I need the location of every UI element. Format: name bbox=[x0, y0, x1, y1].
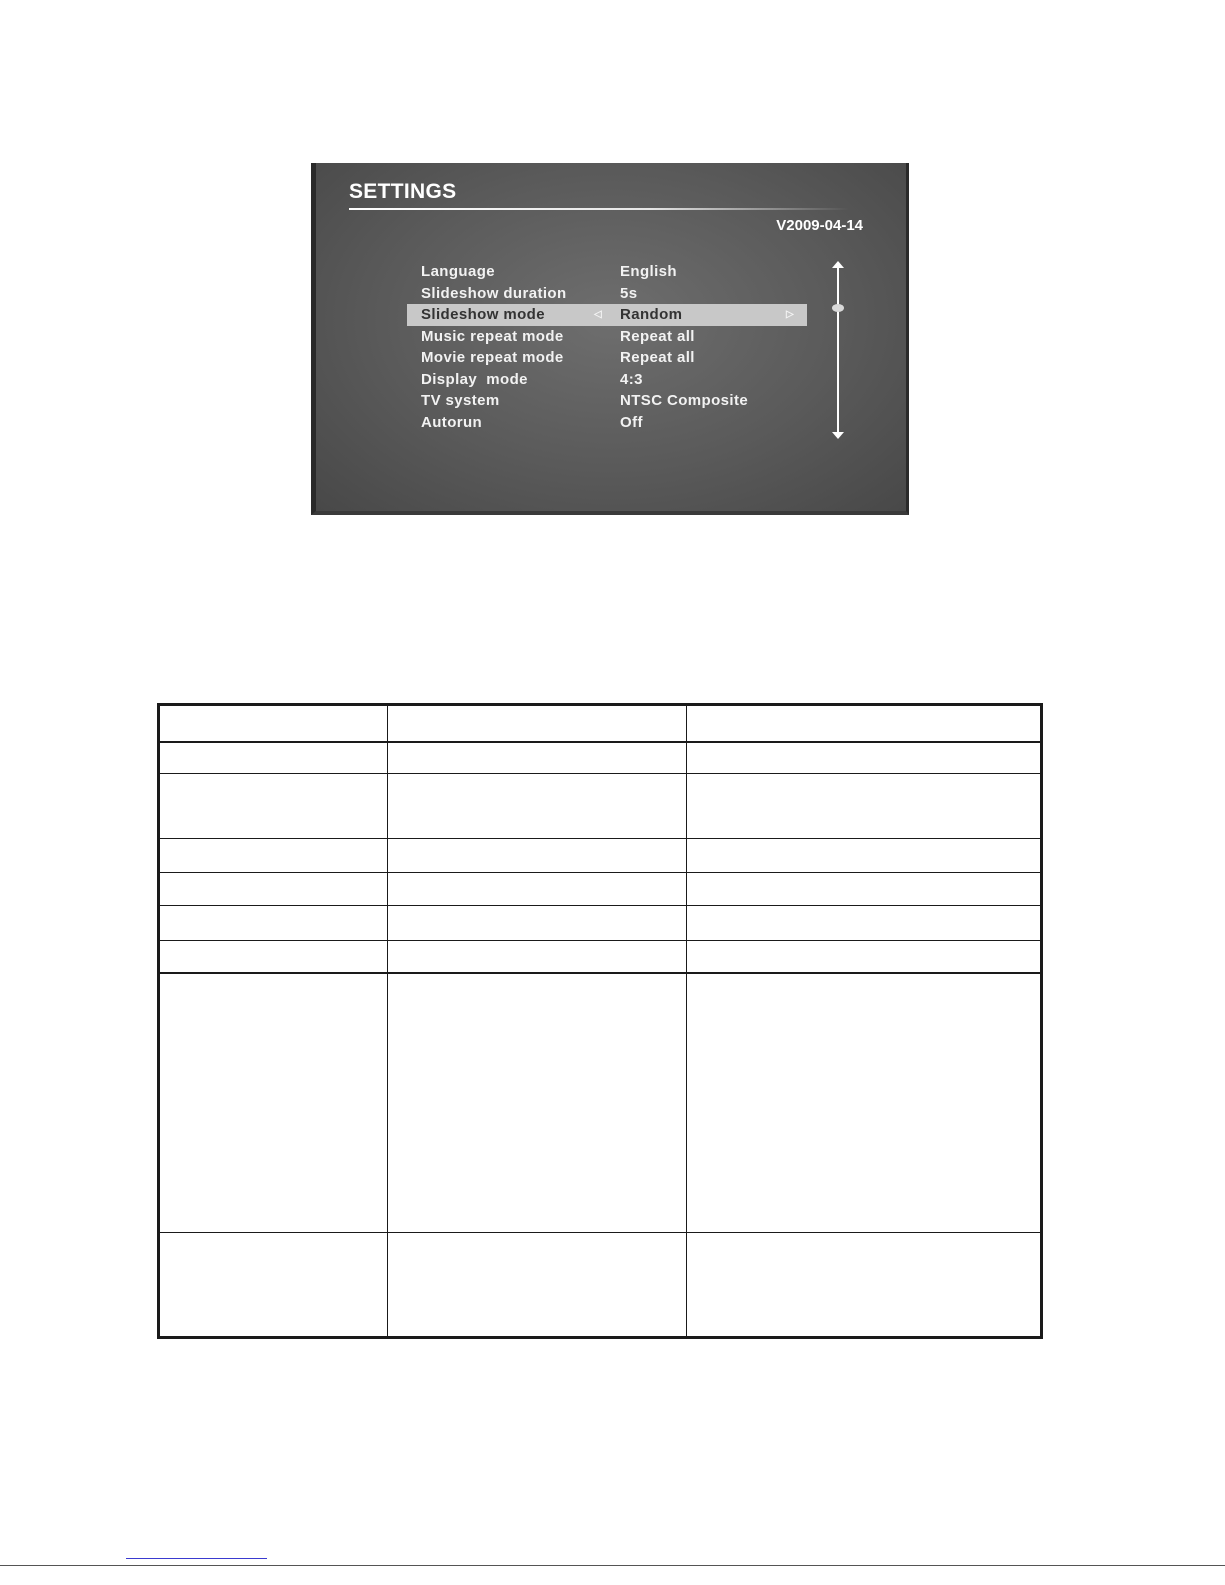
table-cell bbox=[687, 705, 1042, 742]
table-cell bbox=[159, 774, 388, 839]
table-cell bbox=[687, 839, 1042, 873]
right-arrow-icon[interactable]: ▷ bbox=[786, 309, 795, 320]
setting-value: Off bbox=[620, 413, 643, 431]
table-row bbox=[159, 906, 1042, 941]
table-cell bbox=[388, 941, 687, 973]
setting-label: TV system bbox=[421, 392, 500, 409]
table-cell bbox=[687, 774, 1042, 839]
footnote-link-underline[interactable] bbox=[126, 1558, 267, 1559]
table-cell bbox=[159, 742, 388, 774]
table-cell bbox=[687, 973, 1042, 1233]
scroll-thumb[interactable] bbox=[832, 304, 844, 312]
setting-row-tv-system[interactable] bbox=[407, 390, 807, 412]
firmware-version: V2009-04-14 bbox=[776, 217, 863, 234]
setting-value: Random bbox=[620, 306, 683, 323]
scroll-track bbox=[837, 265, 839, 435]
table-cell bbox=[388, 973, 687, 1233]
setting-label: Slideshow mode bbox=[421, 306, 545, 323]
table-row bbox=[159, 774, 1042, 839]
setting-value: English bbox=[620, 263, 677, 280]
table-cell bbox=[159, 1233, 388, 1338]
left-arrow-icon[interactable]: ◁ bbox=[594, 309, 603, 320]
settings-list bbox=[407, 261, 807, 433]
table-row bbox=[159, 839, 1042, 873]
table-row bbox=[159, 941, 1042, 973]
table-cell bbox=[159, 705, 388, 742]
table-cell bbox=[159, 941, 388, 973]
setting-row-display-mode[interactable] bbox=[407, 369, 807, 391]
table-cell bbox=[687, 906, 1042, 941]
setting-value: Repeat all bbox=[620, 349, 695, 366]
table-row bbox=[159, 873, 1042, 906]
page-footer-rule bbox=[0, 1565, 1225, 1566]
setting-label: Language bbox=[421, 263, 496, 280]
scroll-down-arrow-icon[interactable] bbox=[832, 432, 844, 439]
setting-label: Display mode bbox=[421, 370, 528, 388]
table-cell bbox=[159, 873, 388, 906]
setting-row-autorun[interactable] bbox=[407, 412, 807, 434]
setting-value: 5s bbox=[620, 284, 638, 302]
setting-label: Movie repeat mode bbox=[421, 349, 564, 366]
table-cell bbox=[388, 906, 687, 941]
table-cell bbox=[388, 705, 687, 742]
table-cell bbox=[687, 1233, 1042, 1338]
table-row bbox=[159, 1233, 1042, 1338]
osd-title: SETTINGS bbox=[349, 180, 457, 203]
setting-value: 4:3 bbox=[620, 370, 643, 388]
table-cell bbox=[388, 774, 687, 839]
table-cell bbox=[388, 1233, 687, 1338]
table-cell bbox=[687, 742, 1042, 774]
setting-row-music-repeat-mode[interactable] bbox=[407, 326, 807, 348]
table-cell bbox=[388, 839, 687, 873]
table-cell bbox=[159, 906, 388, 941]
table-cell bbox=[687, 941, 1042, 973]
table-cell bbox=[687, 873, 1042, 906]
table-cell bbox=[388, 873, 687, 906]
setting-label: Slideshow duration bbox=[421, 284, 567, 302]
table-header-row bbox=[159, 705, 1042, 742]
table-row bbox=[159, 742, 1042, 774]
table-cell bbox=[388, 742, 687, 774]
setting-value: Repeat all bbox=[620, 327, 695, 345]
table-cell bbox=[159, 839, 388, 873]
setting-label: Music repeat mode bbox=[421, 327, 564, 345]
table-cell bbox=[159, 973, 388, 1233]
scrollbar[interactable] bbox=[831, 261, 845, 439]
setting-row-movie-repeat-mode[interactable] bbox=[407, 347, 807, 369]
setting-row-slideshow-mode[interactable] bbox=[407, 304, 807, 326]
title-underline bbox=[349, 208, 849, 210]
setting-value: NTSC Composite bbox=[620, 392, 749, 409]
settings-description-table bbox=[157, 703, 1043, 1339]
setting-label: Autorun bbox=[421, 413, 483, 431]
setting-row-slideshow-duration[interactable] bbox=[407, 283, 807, 305]
setting-row-language[interactable] bbox=[407, 261, 807, 283]
table-row bbox=[159, 973, 1042, 1233]
settings-osd-screenshot bbox=[311, 163, 909, 515]
